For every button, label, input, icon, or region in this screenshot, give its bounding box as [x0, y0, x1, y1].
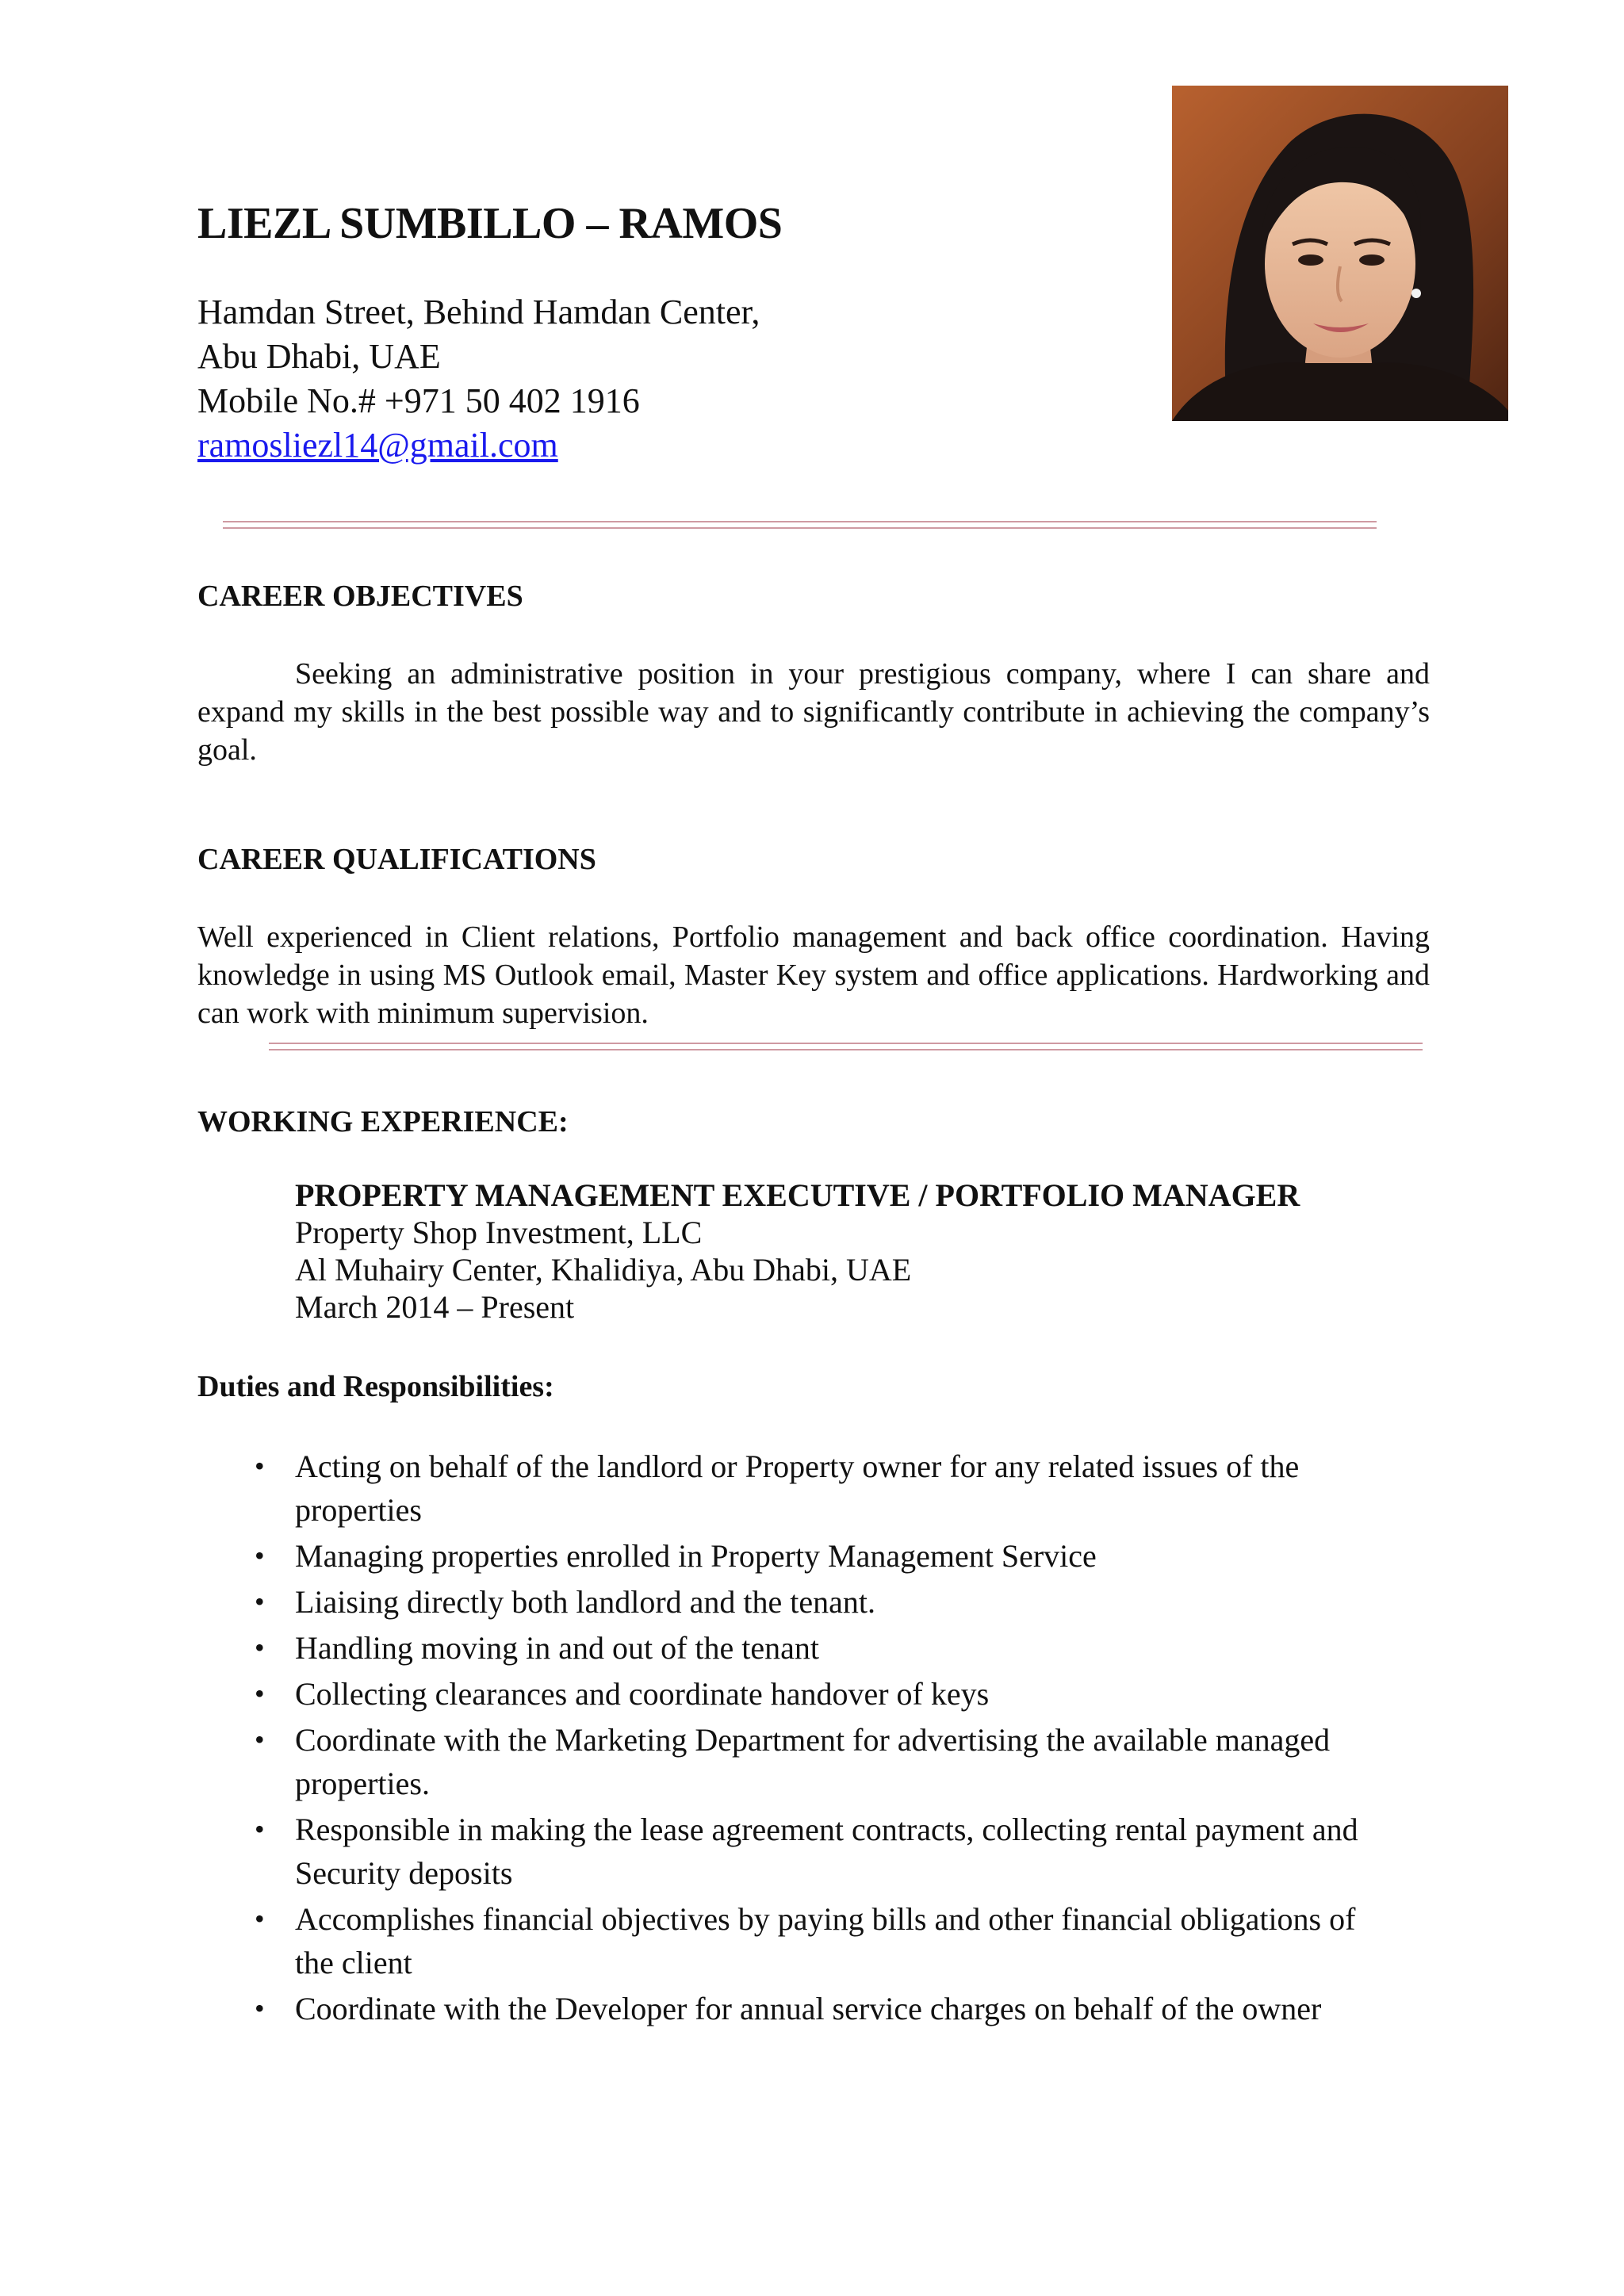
list-item	[197, 1580, 1430, 1624]
job-company: Property Shop Investment, LLC	[295, 1215, 703, 1250]
list-item	[197, 1987, 1430, 2030]
bullet-icon: •	[255, 1450, 265, 1482]
bullet-icon: •	[255, 1903, 265, 1934]
duty-text: Responsible in making the lease agreement contracts, collecting rental payment and Security deposits	[295, 1812, 1358, 1891]
list-item	[197, 1897, 1430, 1984]
duty-text: Collecting clearances and coordinate handover of keys	[295, 1676, 990, 1712]
address-line-1: Hamdan Street, Behind Hamdan Center,	[197, 293, 760, 331]
job-entry	[295, 1177, 1300, 1326]
bullet-icon: •	[255, 1632, 265, 1663]
working-experience-heading: WORKING EXPERIENCE:	[197, 1105, 569, 1138]
duty-text: Coordinate with the Developer for annual service charges on behalf of the owner	[295, 1991, 1322, 2026]
bullet-icon: •	[255, 1678, 265, 1709]
email-link[interactable]: ramosliezl14@gmail.com	[197, 426, 558, 465]
bullet-icon: •	[255, 1724, 265, 1755]
list-item	[197, 1808, 1430, 1895]
bullet-icon: •	[255, 1992, 265, 2024]
section-divider	[269, 1043, 1423, 1050]
list-item	[197, 1718, 1430, 1805]
duty-text: Handling moving in and out of the tenant	[295, 1630, 819, 1666]
list-item	[197, 1672, 1430, 1716]
duty-text: Coordinate with the Marketing Department for advertising the available managed properties.	[295, 1722, 1331, 1801]
bullet-icon: •	[255, 1540, 265, 1571]
duty-text: Accomplishes financial objectives by paying bills and other financial obligations of the client	[295, 1901, 1356, 1980]
duties-heading: Duties and Responsibilities:	[197, 1370, 554, 1403]
list-item	[197, 1626, 1430, 1670]
bullet-icon: •	[255, 1586, 265, 1617]
duty-text: Liaising directly both landlord and the tenant.	[295, 1584, 876, 1620]
job-period: March 2014 – Present	[295, 1289, 575, 1325]
bullet-icon: •	[255, 1813, 265, 1845]
address-line-2: Abu Dhabi, UAE	[197, 337, 441, 376]
candidate-name: LIEZL SUMBILLO – RAMOS	[197, 199, 783, 248]
career-objectives-text: Seeking an administrative position in your prestigious company, where I can share and expand my skills in the best possible way and to significantly contribute in achieving the company’s goal.	[197, 657, 1430, 767]
mobile-number: Mobile No.# +971 50 402 1916	[197, 381, 640, 420]
section-divider	[223, 521, 1377, 529]
career-qualifications-text: Well experienced in Client relations, Portfolio management and back office coordination. Having knowledge in using MS Outlook email, Master Key system and office applications. Hardworking and can work with minimum supervision.	[197, 920, 1430, 1030]
career-qualifications-heading: CAREER QUALIFICATIONS	[197, 843, 596, 876]
list-item	[197, 1445, 1430, 1532]
duty-text: Acting on behalf of the landlord or Property owner for any related issues of the properties	[295, 1448, 1300, 1528]
portrait-illustration	[1172, 86, 1508, 421]
job-location: Al Muhairy Center, Khalidiya, Abu Dhabi, UAE	[295, 1252, 912, 1288]
job-title: PROPERTY MANAGEMENT EXECUTIVE / PORTFOLIO MANAGER	[295, 1177, 1300, 1213]
profile-photo	[1172, 86, 1508, 421]
career-objectives-heading: CAREER OBJECTIVES	[197, 580, 523, 613]
duty-text: Managing properties enrolled in Property Management Service	[295, 1538, 1097, 1574]
duties-list	[197, 1445, 1430, 2033]
contact-block	[197, 290, 760, 468]
list-item	[197, 1534, 1430, 1578]
